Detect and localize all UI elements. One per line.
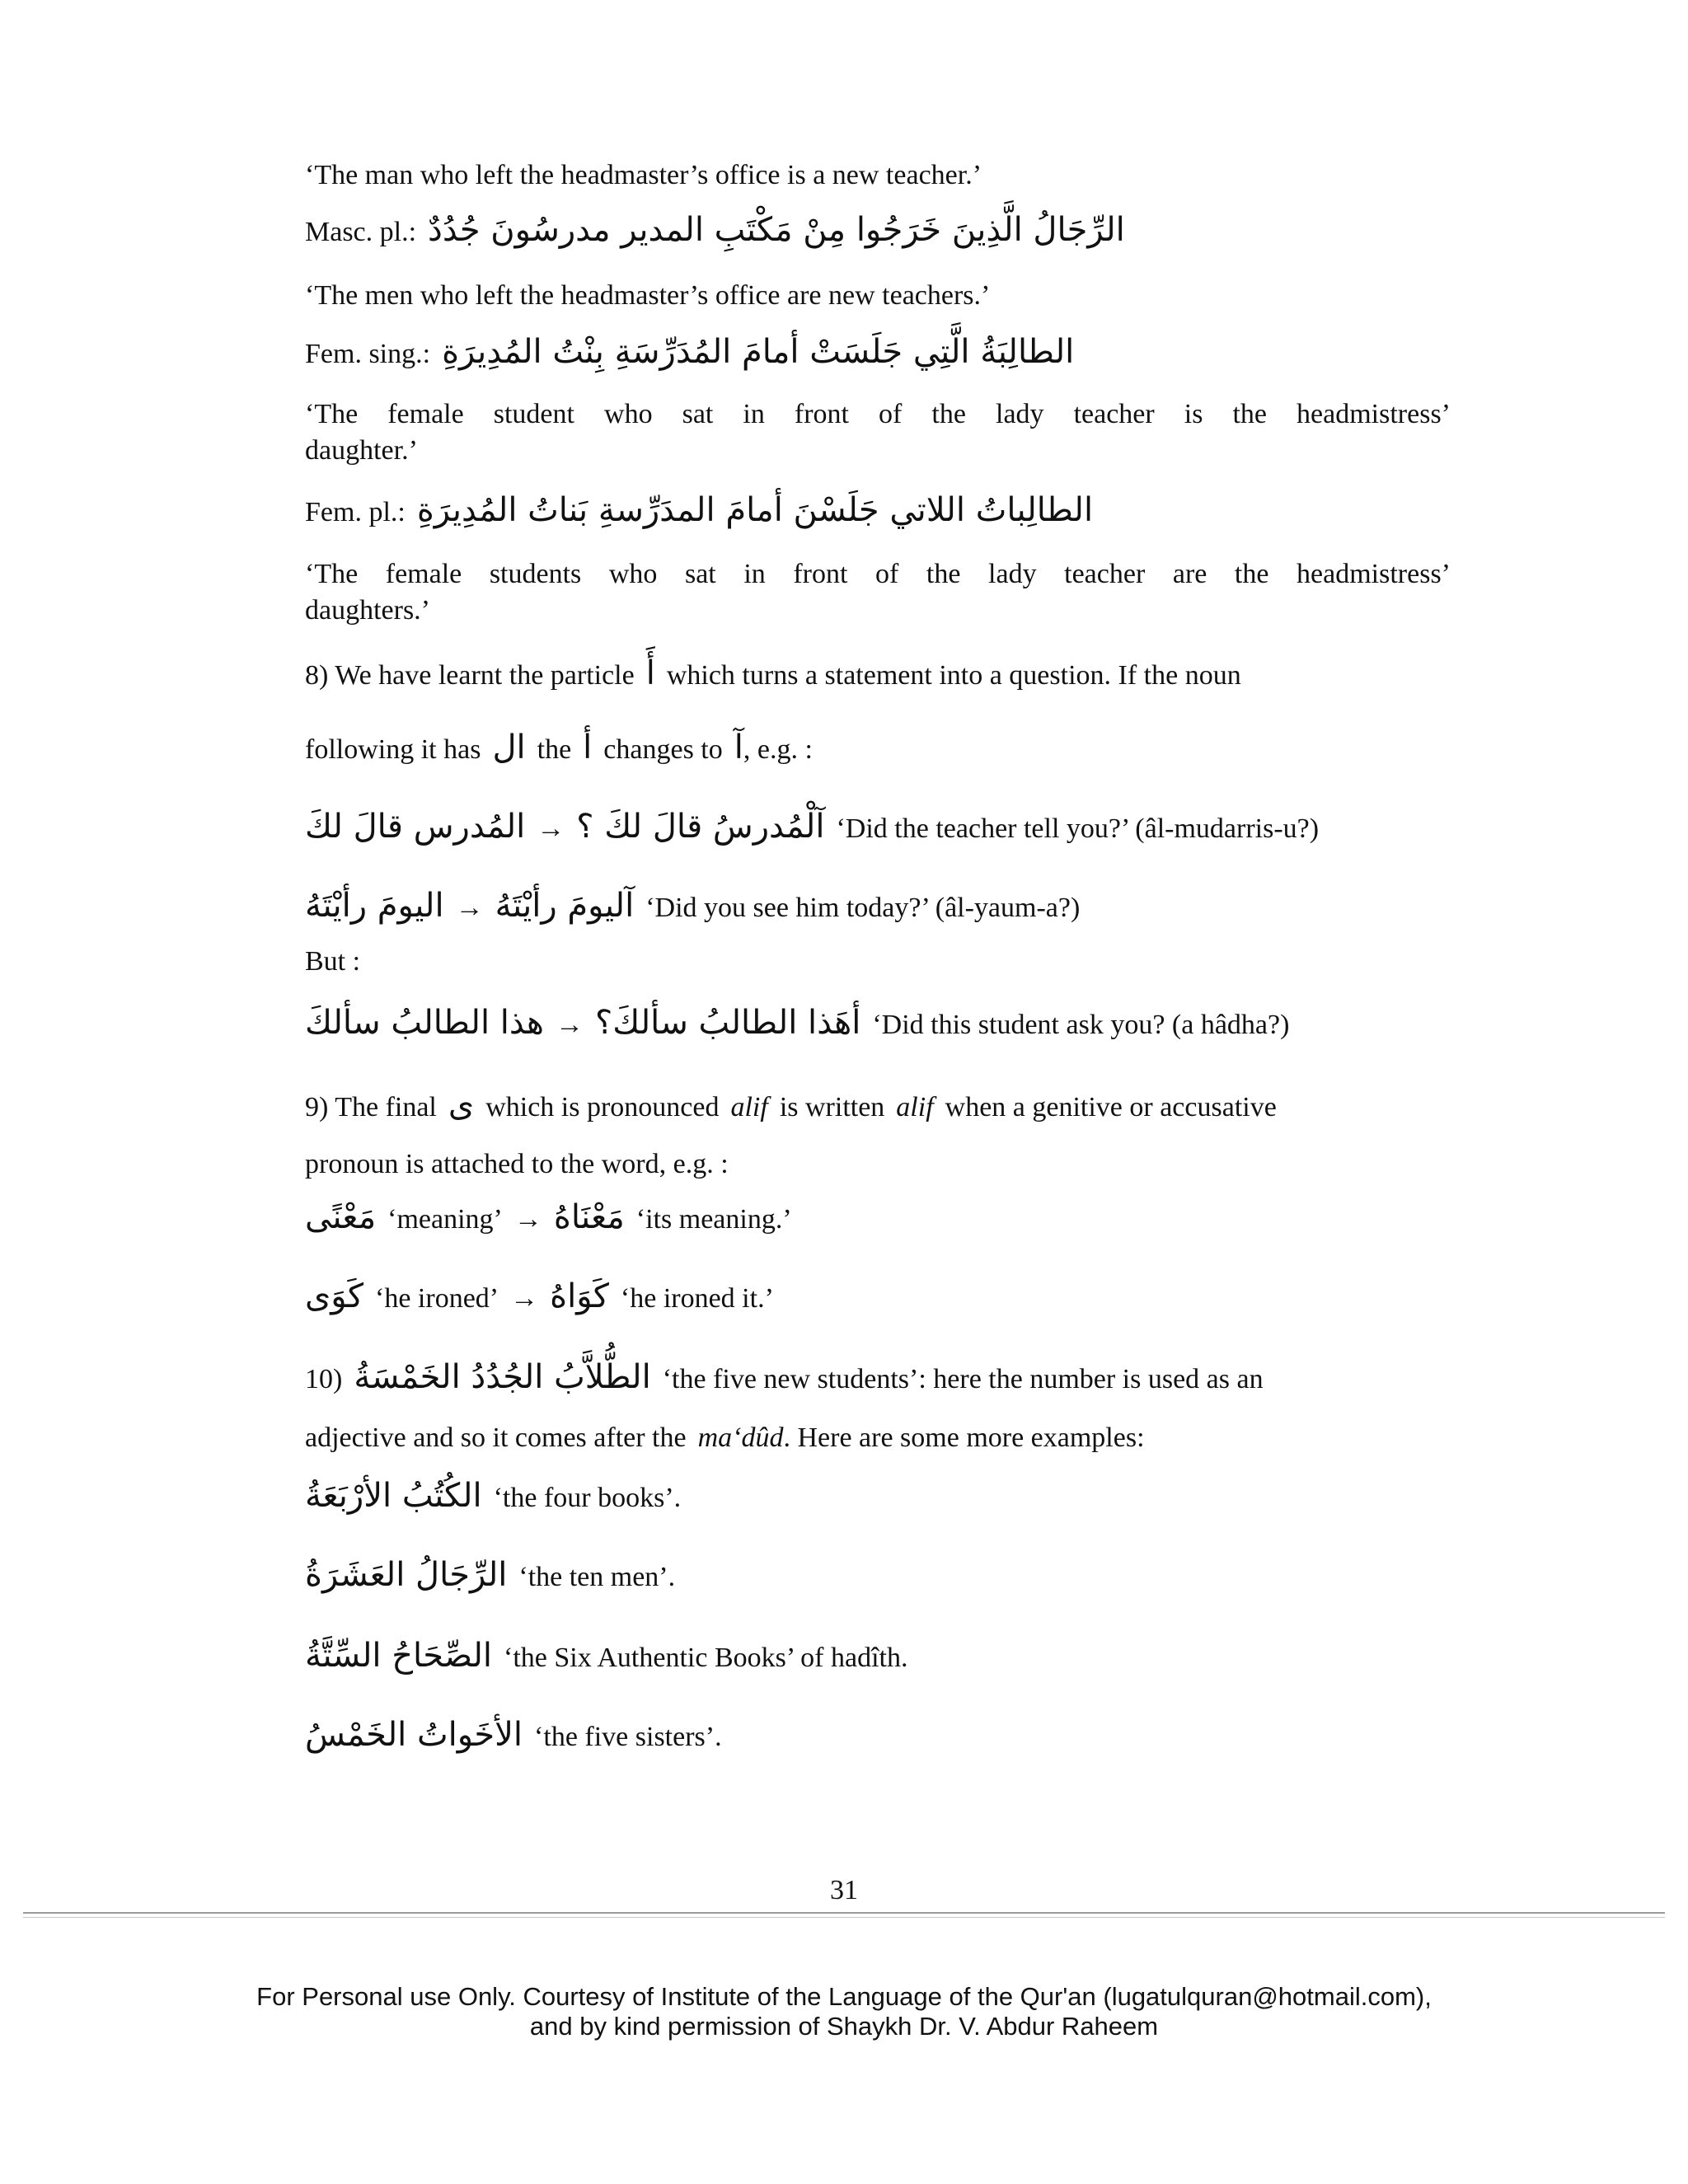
translation-text: ‘The female students who sat in front of the lady teacher are the headmistress’	[305, 559, 1451, 589]
example-row	[305, 809, 1451, 846]
arabic-text: مَعْنًى	[305, 1198, 377, 1236]
arabic-text: كَوَاهُ	[550, 1277, 609, 1315]
page-number: 31	[830, 1875, 858, 1905]
paragraph-10-cont	[305, 1421, 1451, 1455]
arabic-text: هذا الطالبُ سألكَ	[305, 1004, 544, 1042]
translation-text: ‘The man who left the headmaster’s office is a new teacher.’	[305, 160, 982, 190]
arabic-text: الصِّحَاحُ السِّتَّةُ	[305, 1637, 493, 1675]
arabic-text: الأخَواتُ الخَمْسُ	[305, 1716, 523, 1754]
paragraph-10	[305, 1360, 1451, 1397]
example-row	[305, 888, 1451, 926]
example-row	[305, 493, 1451, 530]
arabic-text: كَوَى	[305, 1277, 364, 1315]
translation-text: ‘he ironed it.’	[620, 1283, 774, 1314]
text-span: 8) We have learnt the particle	[305, 660, 635, 691]
text-span: adjective and so it comes after the	[305, 1422, 687, 1453]
example-row	[305, 1005, 1451, 1043]
arabic-text: المُدرس قالَ لكَ	[305, 808, 526, 846]
translation-text: daughter.’	[305, 435, 418, 466]
text-line: But :	[305, 946, 361, 977]
text-span: which is pronounced	[485, 1092, 720, 1122]
arabic-text: آ	[734, 729, 743, 766]
label-text: Masc. pl.:	[305, 217, 417, 247]
translation-text: ‘the ten men’.	[518, 1562, 676, 1592]
example-row	[305, 1479, 1451, 1516]
arrow-icon: →	[510, 1283, 539, 1314]
translation-text: ‘The female student who sat in front of the lady teacher is the headmistress’	[305, 399, 1451, 429]
arabic-text: الطُّلاَّبُ الجُدُدُ الخَمْسَةُ	[354, 1358, 651, 1396]
italic-term: alif	[896, 1092, 934, 1122]
italic-term: ma‘dûd	[697, 1422, 784, 1453]
translation-text: ‘the four books’.	[493, 1483, 682, 1513]
example-row	[305, 1200, 1451, 1237]
arabic-text: أَ	[645, 654, 655, 692]
translation-text: ‘Did this student ask you? (a hâdha?)	[872, 1010, 1290, 1040]
example-row	[305, 1558, 1451, 1595]
translation-text: ‘Did the teacher tell you?’ (âl-mudarris-u?)	[836, 813, 1320, 844]
arabic-text: آلْمُدرسُ قالَ لكَ ؟	[576, 808, 825, 846]
label-text: Fem. pl.:	[305, 497, 406, 527]
example-row	[305, 335, 1451, 372]
paragraph-9	[305, 1088, 1451, 1125]
italic-term: alif	[730, 1092, 768, 1122]
paragraph-8	[305, 656, 1451, 693]
translation-text: ‘Did you see him today?’ (âl-yaum-a?)	[645, 893, 1081, 923]
translation-text: ‘the five sisters’.	[534, 1722, 722, 1752]
divider	[23, 1912, 1665, 1914]
arabic-text: الرِّجَالُ العَشَرَةُ	[305, 1556, 508, 1594]
arrow-icon: →	[455, 893, 484, 923]
text-line: pronoun is attached to the word, e.g. :	[305, 1149, 729, 1179]
text-span: ‘the five new students’: here the number is used as an	[662, 1364, 1264, 1394]
arrow-icon: →	[513, 1204, 542, 1235]
arabic-text: مَعْنَاهُ	[553, 1198, 625, 1236]
arabic-text: أهَذا الطالبُ سألكَ؟	[595, 1004, 861, 1042]
arabic-text: الكُتُبُ الأرْبَعَةُ	[305, 1477, 482, 1515]
example-row	[305, 1638, 1451, 1675]
example-row	[305, 1279, 1451, 1316]
footer	[0, 1982, 1688, 2041]
text-span: changes to	[603, 734, 723, 765]
text-span: when a genitive or accusative	[945, 1092, 1277, 1122]
text-span: is written	[779, 1092, 885, 1122]
arabic-text: آليومَ رأيْتَهُ	[495, 887, 635, 925]
translation-text: ‘its meaning.’	[635, 1204, 792, 1235]
text-span: which turns a statement into a question. If the noun	[666, 660, 1241, 691]
translation-text: daughters.’	[305, 595, 431, 626]
example-row	[305, 213, 1451, 250]
example-row	[305, 1718, 1451, 1755]
translation-text: ‘the Six Authentic Books’ of hadîth.	[504, 1643, 908, 1673]
arrow-icon: →	[556, 1010, 584, 1040]
translation-text: ‘The men who left the headmaster’s office are new teachers.’	[305, 280, 991, 311]
text-span: 9) The final	[305, 1092, 437, 1122]
arrow-icon: →	[537, 813, 565, 844]
arabic-text: الطالِبَةُ الَّتِي جَلَسَتْ أمامَ المُدَرِّسَةِ بِنْتُ المُدِيرَةِ	[442, 333, 1075, 371]
text-span: following it has	[305, 734, 481, 765]
text-span: , e.g. :	[743, 734, 813, 765]
text-span: 10)	[305, 1364, 343, 1394]
footer-line: and by kind permission of Shaykh Dr. V. Abdur Raheem	[529, 2012, 1159, 2041]
translation-text: ‘he ironed’	[375, 1283, 499, 1314]
arabic-text: اليومَ رأيْتَهُ	[305, 887, 444, 925]
arabic-text: الطالِباتُ اللاتي جَلَسْنَ أمامَ المدَرِّسةِ بَناتُ المُدِيرَةِ	[416, 491, 1094, 529]
paragraph-8-cont	[305, 730, 1451, 767]
divider	[23, 1917, 1665, 1918]
footer-line: For Personal use Only. Courtesy of Institute of the Language of the Qur'an (lugatulquran@hotmail.com),	[256, 1982, 1432, 2011]
arabic-text: ى	[448, 1086, 475, 1124]
translation-text: ‘meaning’	[387, 1204, 503, 1235]
text-span: . Here are some more examples:	[783, 1422, 1145, 1453]
label-text: Fem. sing.:	[305, 339, 431, 369]
text-span: the	[537, 734, 572, 765]
arabic-text: الرِّجَالُ الَّذِينَ خَرَجُوا مِنْ مَكْتَبِ المدير مدرسُونَ جُدُدٌ	[428, 211, 1125, 249]
arabic-text: أ	[583, 729, 593, 766]
arabic-text: ال	[492, 729, 526, 766]
